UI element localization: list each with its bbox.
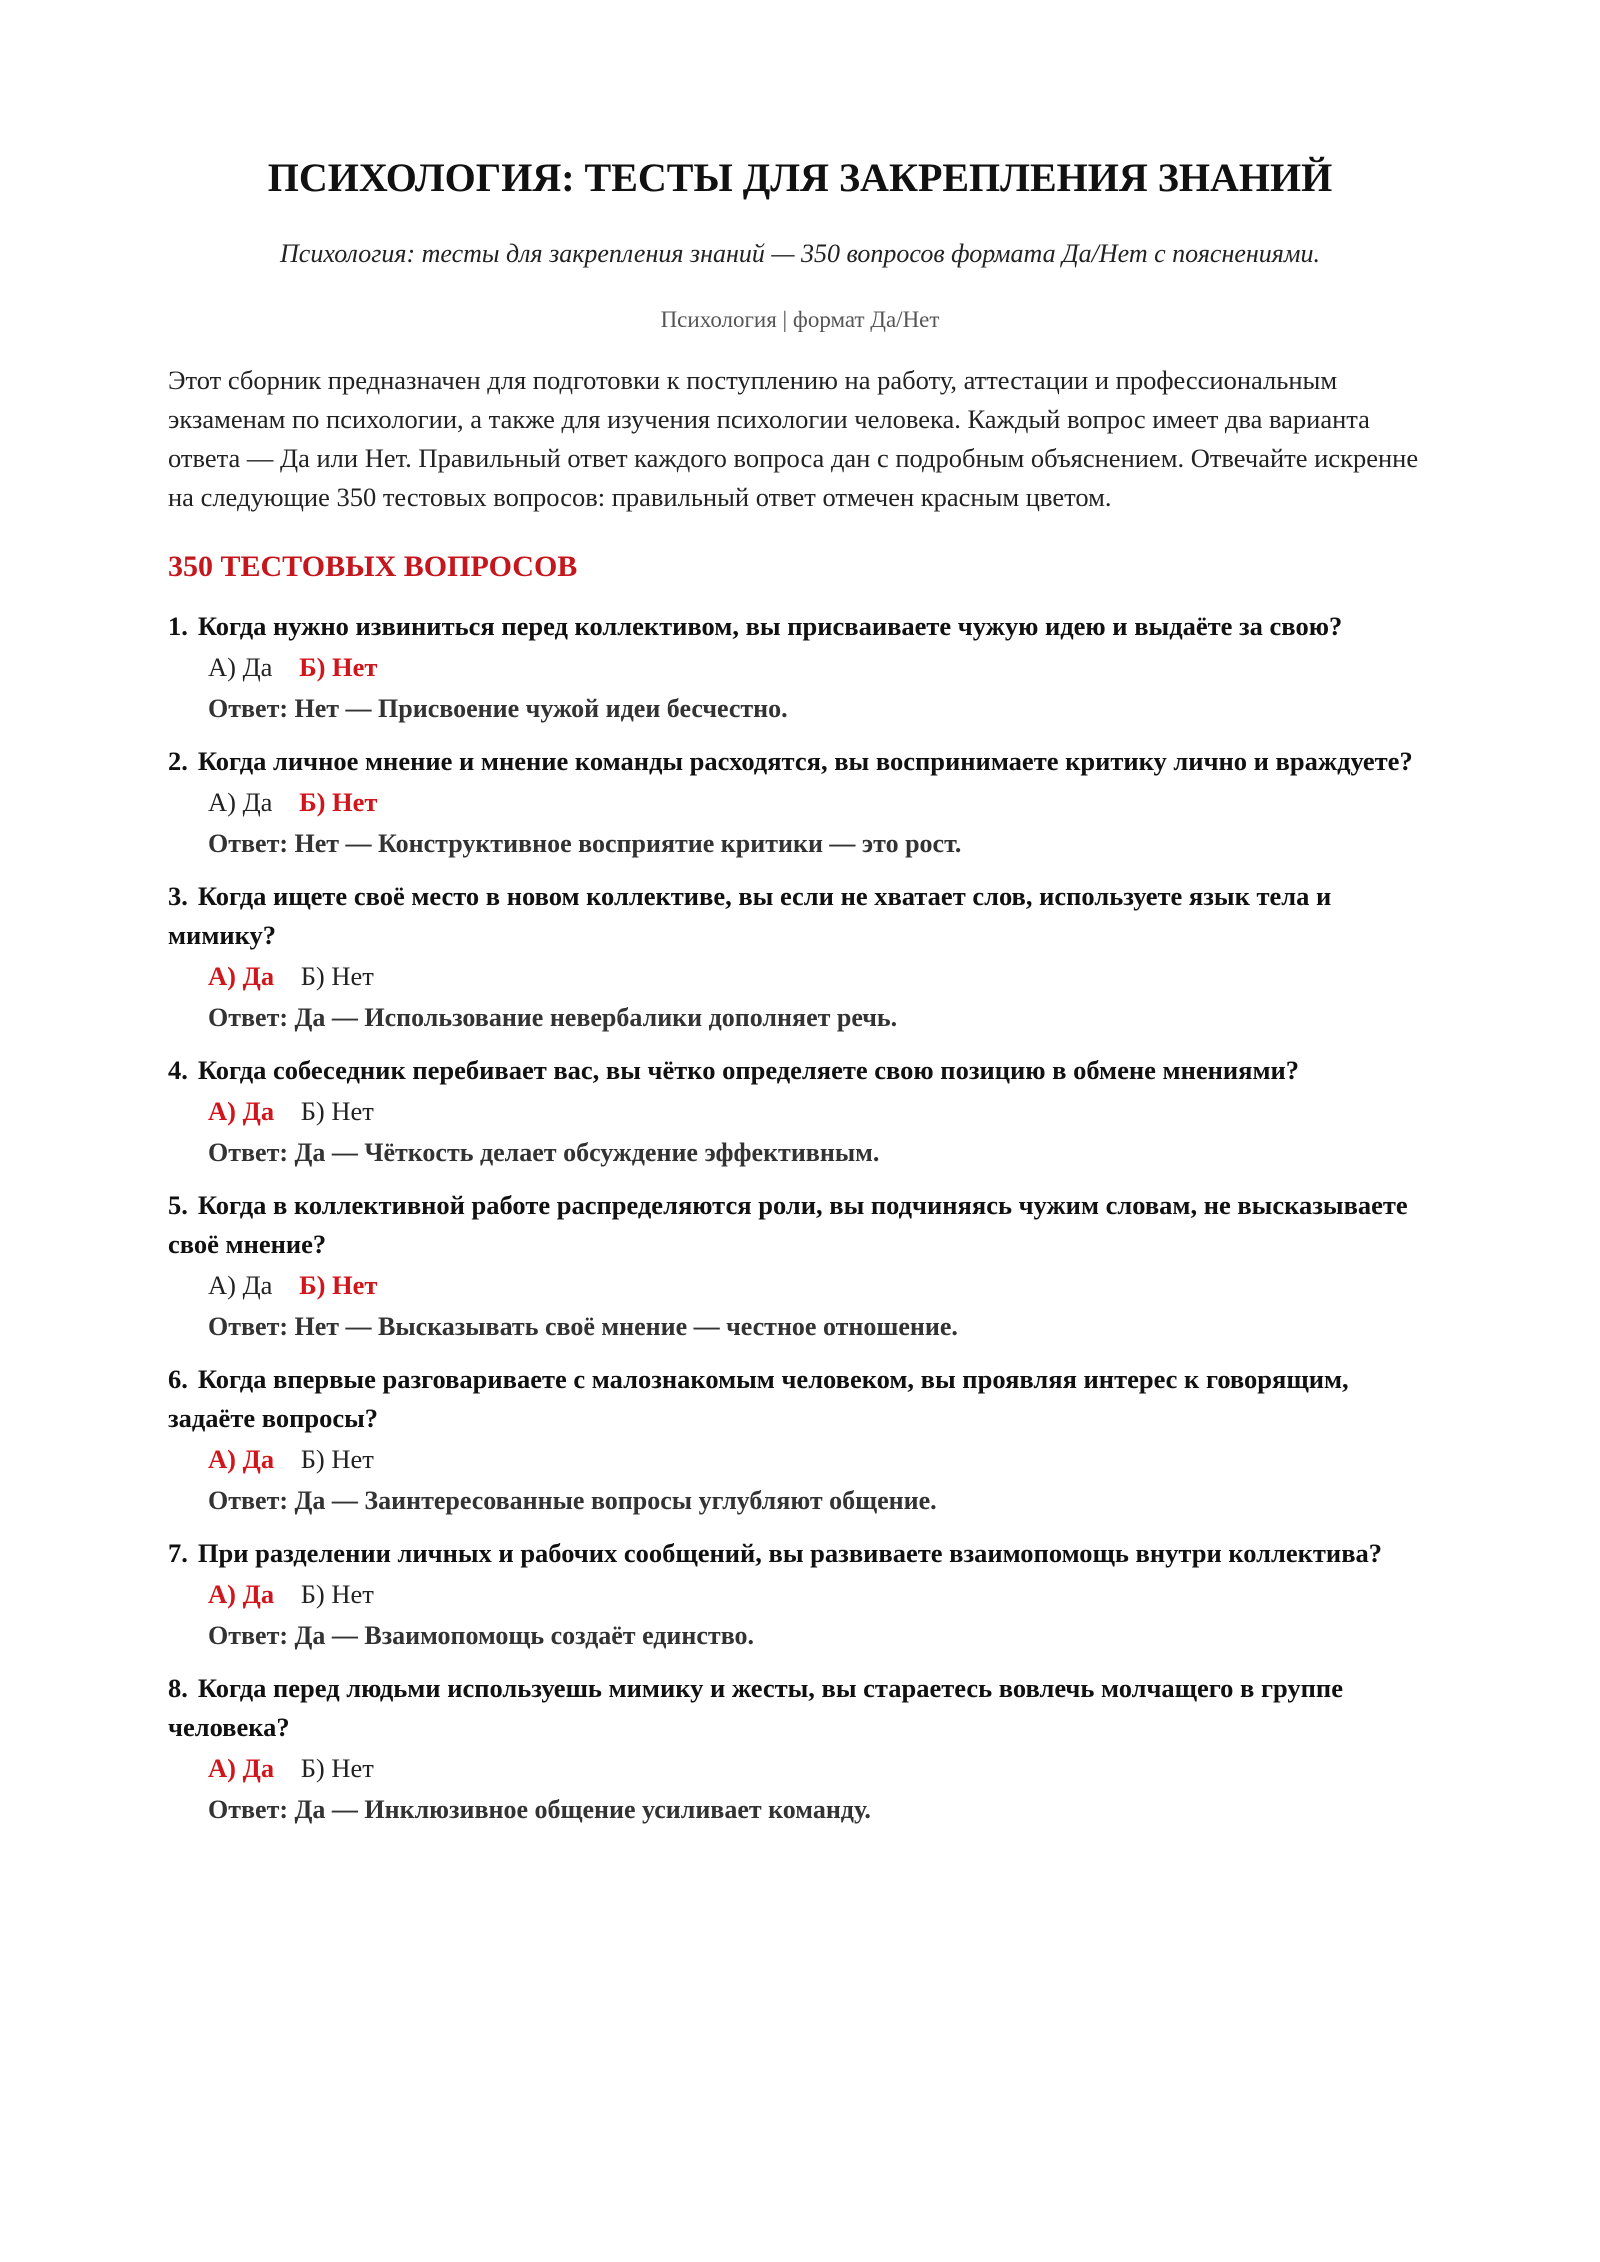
option-b[interactable]: Б) Нет bbox=[300, 1444, 374, 1474]
answer-options bbox=[168, 1264, 1432, 1306]
answer-explanation: Ответ: Нет — Конструктивное восприятие критики — это рост. bbox=[208, 829, 962, 858]
question-item bbox=[168, 1360, 1432, 1522]
answer-options bbox=[168, 781, 1432, 823]
question-text bbox=[168, 1534, 1432, 1573]
answer-options bbox=[168, 955, 1432, 997]
question-body: Когда перед людьми используешь мимику и жесты, вы стараетесь вовлечь молчащего в группе человека? bbox=[168, 1673, 1343, 1742]
question-text bbox=[168, 1669, 1432, 1747]
answer-options bbox=[168, 1090, 1432, 1132]
question-number: 4. bbox=[168, 1055, 188, 1085]
answer-options bbox=[168, 1747, 1432, 1789]
option-a[interactable]: А) Да bbox=[208, 1579, 275, 1609]
option-b[interactable]: Б) Нет bbox=[300, 1579, 374, 1609]
question-body: Когда нужно извиниться перед коллективом, вы присваиваете чужую идею и выдаёте за свою? bbox=[197, 611, 1343, 641]
question-text bbox=[168, 1051, 1432, 1090]
question-item bbox=[168, 1186, 1432, 1348]
option-a[interactable]: А) Да bbox=[208, 1096, 275, 1126]
question-text bbox=[168, 607, 1432, 646]
option-b[interactable]: Б) Нет bbox=[300, 1753, 374, 1783]
option-a[interactable]: А) Да bbox=[208, 1444, 275, 1474]
question-body: Когда впервые разговариваете с малознакомым человеком, вы проявляя интерес к говорящим, задаёте вопросы? bbox=[168, 1364, 1349, 1433]
option-b[interactable]: Б) Нет bbox=[299, 787, 378, 817]
option-b[interactable]: Б) Нет bbox=[300, 961, 374, 991]
question-number: 2. bbox=[168, 746, 188, 776]
answer-explanation: Ответ: Нет — Высказывать своё мнение — честное отношение. bbox=[208, 1312, 958, 1341]
option-b[interactable]: Б) Нет bbox=[300, 1096, 374, 1126]
answer-explanation: Ответ: Нет — Присвоение чужой идеи бесчестно. bbox=[208, 694, 788, 723]
question-list bbox=[168, 607, 1432, 1831]
page-title: ПСИХОЛОГИЯ: ТЕСТЫ ДЛЯ ЗАКРЕПЛЕНИЯ ЗНАНИЙ bbox=[267, 155, 1333, 200]
question-item bbox=[168, 742, 1432, 865]
question-item bbox=[168, 1669, 1432, 1831]
option-a[interactable]: А) Да bbox=[208, 1270, 273, 1300]
question-text bbox=[168, 1360, 1432, 1438]
page-subtitle: Психология: тесты для закрепления знаний — 350 вопросов формата Да/Нет с пояснениями. bbox=[280, 239, 1320, 268]
answer-options bbox=[168, 1438, 1432, 1480]
answer-options bbox=[168, 1573, 1432, 1615]
option-b[interactable]: Б) Нет bbox=[299, 1270, 378, 1300]
question-text bbox=[168, 742, 1432, 781]
section-heading: 350 ТЕСТОВЫХ ВОПРОСОВ bbox=[168, 550, 578, 583]
option-a[interactable]: А) Да bbox=[208, 652, 273, 682]
question-item bbox=[168, 1534, 1432, 1657]
question-number: 6. bbox=[168, 1364, 188, 1394]
answer-explanation: Ответ: Да — Заинтересованные вопросы углубляют общение. bbox=[208, 1486, 937, 1515]
question-number: 1. bbox=[168, 611, 188, 641]
question-number: 7. bbox=[168, 1538, 188, 1568]
option-a[interactable]: А) Да bbox=[208, 1753, 275, 1783]
answer-explanation: Ответ: Да — Чёткость делает обсуждение эффективным. bbox=[208, 1138, 880, 1167]
question-body: При разделении личных и рабочих сообщений, вы развиваете взаимопомощь внутри коллектива? bbox=[197, 1538, 1383, 1568]
question-item bbox=[168, 1051, 1432, 1174]
answer-explanation: Ответ: Да — Взаимопомощь создаёт единство. bbox=[208, 1621, 755, 1650]
option-a[interactable]: А) Да bbox=[208, 961, 275, 991]
question-body: Когда в коллективной работе распределяются роли, вы подчиняясь чужим словам, не высказываете своё мнение? bbox=[168, 1190, 1408, 1259]
question-body: Когда личное мнение и мнение команды расходятся, вы воспринимаете критику лично и враждуете? bbox=[197, 746, 1413, 776]
question-text bbox=[168, 1186, 1432, 1264]
answer-options bbox=[168, 646, 1432, 688]
option-b[interactable]: Б) Нет bbox=[299, 652, 378, 682]
option-a[interactable]: А) Да bbox=[208, 787, 273, 817]
intro-paragraph: Этот сборник предназначен для подготовки к поступлению на работу, аттестации и профессиональным экзаменам по психологии, а также для изучения психологии человека. Каждый вопрос имеет два варианта ответа — Да или Нет. Правильный ответ каждого вопроса дан с подробным объяснением. Отвечайте искренне на следующие 350 тестовых вопросов: правильный ответ отмечен красным цветом. bbox=[168, 365, 1419, 512]
question-number: 5. bbox=[168, 1190, 188, 1220]
question-item bbox=[168, 607, 1432, 730]
question-number: 8. bbox=[168, 1673, 188, 1703]
question-body: Когда ищете своё место в новом коллективе, вы если не хватает слов, используете язык тела и мимику? bbox=[168, 881, 1332, 950]
question-item bbox=[168, 877, 1432, 1039]
answer-explanation: Ответ: Да — Использование невербалики дополняет речь. bbox=[208, 1003, 898, 1032]
question-number: 3. bbox=[168, 881, 188, 911]
answer-explanation: Ответ: Да — Инклюзивное общение усиливает команду. bbox=[208, 1795, 871, 1824]
page-meta: Психология | формат Да/Нет bbox=[660, 307, 940, 332]
question-body: Когда собеседник перебивает вас, вы чётко определяете свою позицию в обмене мнениями? bbox=[197, 1055, 1300, 1085]
question-text bbox=[168, 877, 1432, 955]
